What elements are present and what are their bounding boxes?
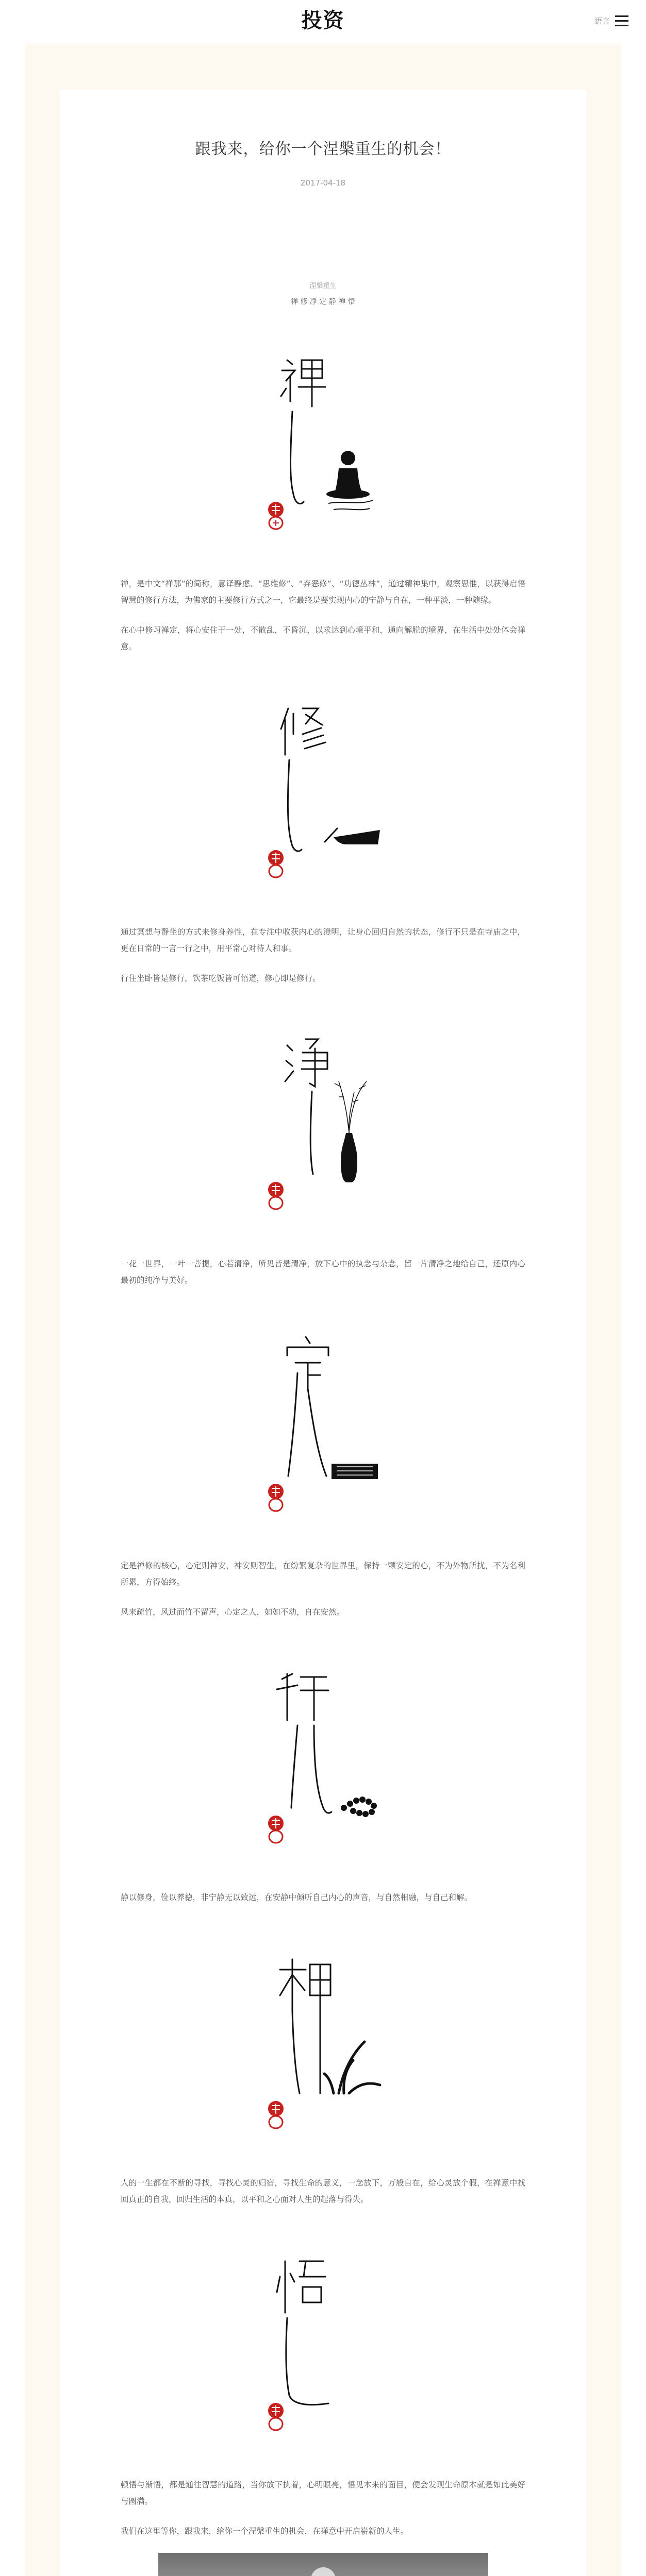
language-link[interactable]: 语言 — [594, 16, 610, 26]
section-paragraph: 禅，是中文“禅那”的简称，意译静虑、“思维修”、“弃恶修”、“功德丛林”，通过精神集中，观察思惟，以获得启悟智慧的修行方法，为佛家的主要修行方式之一，它最终是要实现内心的宁静与自在，一种平淡，一种随缘。 — [121, 579, 525, 605]
section-paragraph: 风来疏竹，风过而竹不留声，心定之人，如如不动，自在安然。 — [121, 1607, 345, 1617]
red-seal-icon — [268, 1814, 284, 1844]
section-paragraph: 顿悟与渐悟，都是通往智慧的道路，当你放下执着，心明眼亮，悟见本来的面目，便会发现生命原本就是如此美好与圆满。 — [121, 2480, 525, 2506]
section-paragraph: 行住坐卧皆是修行，饮茶吃饭皆可悟道，修心即是修行。 — [121, 974, 321, 983]
intro-small: 涅槃重生 — [309, 282, 337, 290]
red-seal-icon — [268, 2099, 284, 2129]
article-title: 跟我来，给你一个涅槃重生的机会！ — [195, 140, 451, 158]
section-paragraph: 在心中修习禅定，将心安住于一处，不散乱，不昏沉，以求达到心境平和，通向解脱的境界，在生活中处处体会禅意。 — [121, 625, 525, 651]
article-frame — [25, 43, 621, 2576]
calligraphy-art-2 — [256, 688, 390, 894]
article-card — [60, 90, 586, 2576]
calligraphy-art-1 — [256, 340, 390, 546]
section-paragraph: 一花一世界，一叶一菩提，心若清净，所见皆是清净，放下心中的执念与杂念，留一片清净之地给自己，还原内心最初的纯净与美好。 — [121, 1259, 525, 1285]
article-date: 2017-04-18 — [300, 178, 346, 188]
section-paragraph: 我们在这里等你，跟我来，给你一个涅槃重生的机会，在禅意中开启崭新的人生。 — [121, 2527, 409, 2536]
section-paragraph: 人的一生都在不断的寻找，寻找心灵的归宿，寻找生命的意义，一念放下，万般自在，给心灵放个假，在禅意中找回真正的自我，回归生活的本真，以平和之心面对人生的起落与得失。 — [121, 2178, 525, 2204]
red-seal-icon — [268, 849, 284, 878]
calligraphy-art-5 — [256, 1653, 390, 1859]
calligraphy-art-7 — [256, 2241, 390, 2447]
landscape-painting — [158, 2553, 488, 2576]
calligraphy-art-4 — [256, 1321, 390, 1528]
hamburger-menu-icon[interactable] — [615, 15, 628, 27]
site-logo[interactable] — [295, 7, 352, 34]
red-seal-icon — [268, 1180, 284, 1210]
section-paragraph: 通过冥想与静坐的方式来修身养性，在专注中收获内心的澄明，让身心回归自然的状态，修行不只是在寺庙之中，更在日常的一言一行之中，用平常心对待人和事。 — [121, 927, 525, 953]
intro-meta — [121, 280, 525, 307]
section-paragraph: 静以修身，俭以养德，非宁静无以致远，在安静中倾听自己内心的声音，与自然相融，与自己和解。 — [121, 1893, 473, 1902]
section-paragraph: 定是禅修的核心，心定则神安，神安则智生，在纷繁复杂的世界里，保持一颗安定的心，不为外物所扰，不为名利所累，方得始终。 — [121, 1561, 525, 1587]
red-seal-icon — [268, 1482, 284, 1512]
ink-landscape-image — [158, 2553, 488, 2576]
site-header — [0, 0, 646, 43]
calligraphy-art-6 — [256, 1939, 390, 2145]
logo-text[interactable]: 投资 — [301, 8, 345, 32]
red-seal-icon — [268, 2401, 284, 2431]
calligraphy-art-3 — [256, 1020, 390, 1226]
red-seal-icon — [268, 500, 284, 530]
intro-sub: 禅 修 净 定 静 禅 悟 — [291, 298, 355, 306]
